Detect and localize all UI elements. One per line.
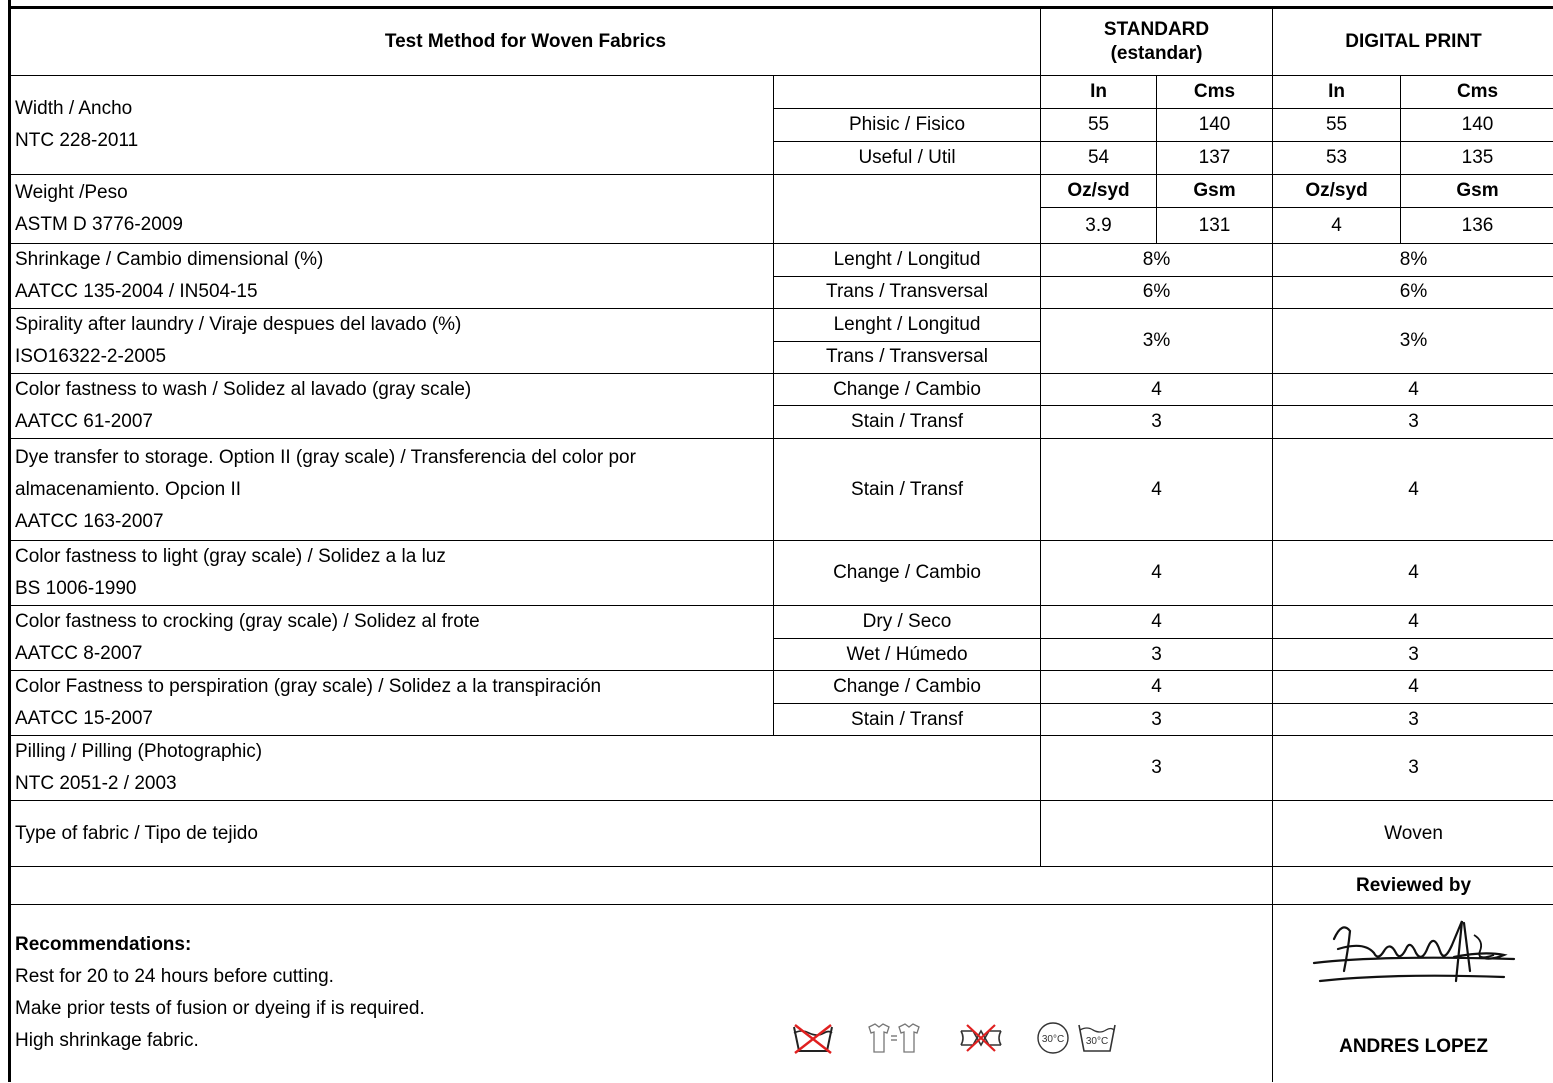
wash-method: AATCC 61-2007 bbox=[15, 411, 153, 432]
digital-value: 3 bbox=[1273, 736, 1553, 801]
digital-print-column-header: DIGITAL PRINT bbox=[1273, 8, 1553, 76]
width-test-name bbox=[10, 76, 774, 175]
do-not-wash-icon bbox=[791, 1021, 835, 1055]
wash-test-name bbox=[10, 374, 774, 439]
shrinkage-test-name bbox=[10, 244, 774, 309]
digital-value: 3 bbox=[1273, 639, 1553, 671]
recommendation-line: High shrinkage fabric. bbox=[15, 1030, 199, 1051]
pilling-row bbox=[10, 736, 1553, 801]
reviewer-signature bbox=[1304, 911, 1524, 1011]
storage-row-label: Stain / Transf bbox=[774, 439, 1041, 541]
value-cell: 140 bbox=[1401, 109, 1553, 142]
standard-header-line1: STANDARD bbox=[1103, 19, 1210, 40]
weight-test-name bbox=[10, 175, 774, 244]
light-row-label: Change / Cambio bbox=[774, 541, 1041, 606]
standard-value bbox=[1041, 801, 1273, 867]
perspiration-method: AATCC 15-2007 bbox=[15, 708, 153, 729]
value-cell: 55 bbox=[1041, 109, 1157, 142]
recommendation-line: Make prior tests of fusion or dyeing if is required. bbox=[15, 998, 425, 1019]
crocking-name: Color fastness to crocking (gray scale) / Solidez al frote bbox=[15, 611, 480, 632]
perspiration-change-row bbox=[10, 671, 1553, 704]
value-cell: 140 bbox=[1157, 109, 1273, 142]
standard-value: 3% bbox=[1041, 309, 1273, 374]
weight-name: Weight /Peso bbox=[15, 182, 128, 203]
width-method: NTC 228-2011 bbox=[15, 130, 139, 151]
standard-header-line2: (estandar) bbox=[1110, 43, 1203, 64]
weight-unit: Oz/syd bbox=[1273, 175, 1401, 208]
wash-name: Color fastness to wash / Solidez al lavado (gray scale) bbox=[15, 379, 472, 400]
recommendations-block bbox=[10, 905, 1273, 1082]
care-temp-circle-text: 30°C bbox=[1041, 1034, 1065, 1045]
shrinkage-name: Shrinkage / Cambio dimensional (%) bbox=[15, 249, 324, 270]
crocking-method: AATCC 8-2007 bbox=[15, 643, 143, 664]
storage-row bbox=[10, 439, 1553, 541]
standard-value: 3 bbox=[1041, 639, 1273, 671]
shrinkage-length-row bbox=[10, 244, 1553, 277]
crocking-row-label: Wet / Húmedo bbox=[774, 639, 1041, 671]
standard-value: 4 bbox=[1041, 606, 1273, 639]
recommendation-line: Rest for 20 to 24 hours before cutting. bbox=[15, 966, 334, 987]
width-unit: Cms bbox=[1401, 76, 1553, 109]
standard-value: 3 bbox=[1041, 736, 1273, 801]
wash-row-label: Change / Cambio bbox=[774, 374, 1041, 406]
dry-flat-shirt-icon bbox=[863, 1021, 927, 1055]
weight-blank-cell bbox=[774, 175, 1041, 244]
care-temp-tub-text: 30°C bbox=[1085, 1036, 1109, 1047]
width-units-row bbox=[10, 76, 1553, 109]
weight-method: ASTM D 3776-2009 bbox=[15, 214, 183, 235]
storage-name-line1: Dye transfer to storage. Option II (gray scale) / Transferencia del color por bbox=[15, 446, 636, 468]
perspiration-name: Color Fastness to perspiration (gray scale) / Solidez a la transpiración bbox=[15, 676, 602, 697]
width-row-label: Phisic / Fisico bbox=[774, 109, 1041, 142]
weight-unit: Gsm bbox=[1157, 175, 1273, 208]
digital-value: 3 bbox=[1273, 406, 1553, 439]
test-method-table bbox=[8, 6, 1553, 1082]
value-cell: 131 bbox=[1157, 208, 1273, 244]
reviewed-by-row bbox=[10, 867, 1553, 905]
spirality-row-label: Lenght / Longitud bbox=[774, 309, 1041, 342]
digital-value: 4 bbox=[1273, 541, 1553, 606]
value-cell: 137 bbox=[1157, 142, 1273, 175]
value-cell: 136 bbox=[1401, 208, 1553, 244]
recommendations-heading: Recommendations: bbox=[15, 934, 192, 955]
digital-value: 6% bbox=[1273, 276, 1553, 309]
digital-value: 8% bbox=[1273, 244, 1553, 277]
standard-value: 4 bbox=[1041, 541, 1273, 606]
light-test-name bbox=[10, 541, 774, 606]
spirality-test-name bbox=[10, 309, 774, 374]
light-method: BS 1006-1990 bbox=[15, 578, 137, 599]
standard-value: 6% bbox=[1041, 276, 1273, 309]
value-cell: 54 bbox=[1041, 142, 1157, 175]
width-unit: Cms bbox=[1157, 76, 1273, 109]
value-cell: 4 bbox=[1273, 208, 1401, 244]
digital-value: Woven bbox=[1273, 801, 1553, 867]
shrinkage-method: AATCC 135-2004 / IN504-15 bbox=[15, 281, 258, 302]
storage-method: AATCC 163-2007 bbox=[15, 510, 164, 532]
do-not-wring-icon bbox=[955, 1021, 1007, 1055]
reviewed-by-label: Reviewed by bbox=[1273, 867, 1553, 905]
spirality-length-row bbox=[10, 309, 1553, 342]
digital-value: 4 bbox=[1273, 606, 1553, 639]
title-row bbox=[10, 8, 1553, 76]
shrinkage-row-label: Lenght / Longitud bbox=[774, 244, 1041, 277]
reviewer-name: ANDRES LOPEZ bbox=[1339, 1035, 1488, 1057]
digital-value: 4 bbox=[1273, 671, 1553, 704]
digital-value: 4 bbox=[1273, 439, 1553, 541]
spirality-row-label: Trans / Transversal bbox=[774, 341, 1041, 374]
storage-test-name bbox=[10, 439, 774, 541]
weight-units-row bbox=[10, 175, 1553, 208]
standard-value: 4 bbox=[1041, 374, 1273, 406]
standard-value: 3 bbox=[1041, 406, 1273, 439]
value-cell: 135 bbox=[1401, 142, 1553, 175]
wash-row-label: Stain / Transf bbox=[774, 406, 1041, 439]
digital-value: 4 bbox=[1273, 374, 1553, 406]
standard-value: 3 bbox=[1041, 704, 1273, 736]
width-unit: In bbox=[1273, 76, 1401, 109]
fabric-type-row bbox=[10, 801, 1553, 867]
digital-value: 3% bbox=[1273, 309, 1553, 374]
recommendations-row bbox=[10, 905, 1553, 1082]
storage-name-line2: almacenamiento. Opcion II bbox=[15, 478, 242, 500]
value-cell: 53 bbox=[1273, 142, 1401, 175]
page-title: Test Method for Woven Fabrics bbox=[10, 8, 1041, 76]
wash-change-row bbox=[10, 374, 1553, 406]
light-row bbox=[10, 541, 1553, 606]
width-name: Width / Ancho bbox=[15, 98, 133, 119]
crocking-row-label: Dry / Seco bbox=[774, 606, 1041, 639]
standard-value: 4 bbox=[1041, 671, 1273, 704]
value-cell: 55 bbox=[1273, 109, 1401, 142]
weight-unit: Gsm bbox=[1401, 175, 1553, 208]
care-symbols bbox=[791, 1020, 1117, 1056]
shrinkage-row-label: Trans / Transversal bbox=[774, 276, 1041, 309]
width-unit: In bbox=[1041, 76, 1157, 109]
wash-30c-icon bbox=[1035, 1020, 1117, 1056]
pilling-test-name bbox=[10, 736, 1041, 801]
crocking-test-name bbox=[10, 606, 774, 671]
pilling-method: NTC 2051-2 / 2003 bbox=[15, 773, 177, 794]
standard-value: 8% bbox=[1041, 244, 1273, 277]
perspiration-row-label: Change / Cambio bbox=[774, 671, 1041, 704]
blank-cell bbox=[10, 867, 1273, 905]
digital-value: 3 bbox=[1273, 704, 1553, 736]
crocking-dry-row bbox=[10, 606, 1553, 639]
standard-column-header bbox=[1041, 8, 1273, 76]
width-row-label: Useful / Util bbox=[774, 142, 1041, 175]
weight-unit: Oz/syd bbox=[1041, 175, 1157, 208]
spirality-name: Spirality after laundry / Viraje despues del lavado (%) bbox=[15, 314, 462, 335]
fabric-type-name: Type of fabric / Tipo de tejido bbox=[10, 801, 1041, 867]
pilling-name: Pilling / Pilling (Photographic) bbox=[15, 741, 263, 762]
value-cell: 3.9 bbox=[1041, 208, 1157, 244]
signature-cell bbox=[1273, 905, 1553, 1082]
width-blank-cell bbox=[774, 76, 1041, 109]
spirality-method: ISO16322-2-2005 bbox=[15, 346, 167, 367]
perspiration-test-name bbox=[10, 671, 774, 736]
light-name: Color fastness to light (gray scale) / Solidez a la luz bbox=[15, 546, 446, 567]
standard-value: 4 bbox=[1041, 439, 1273, 541]
perspiration-row-label: Stain / Transf bbox=[774, 704, 1041, 736]
